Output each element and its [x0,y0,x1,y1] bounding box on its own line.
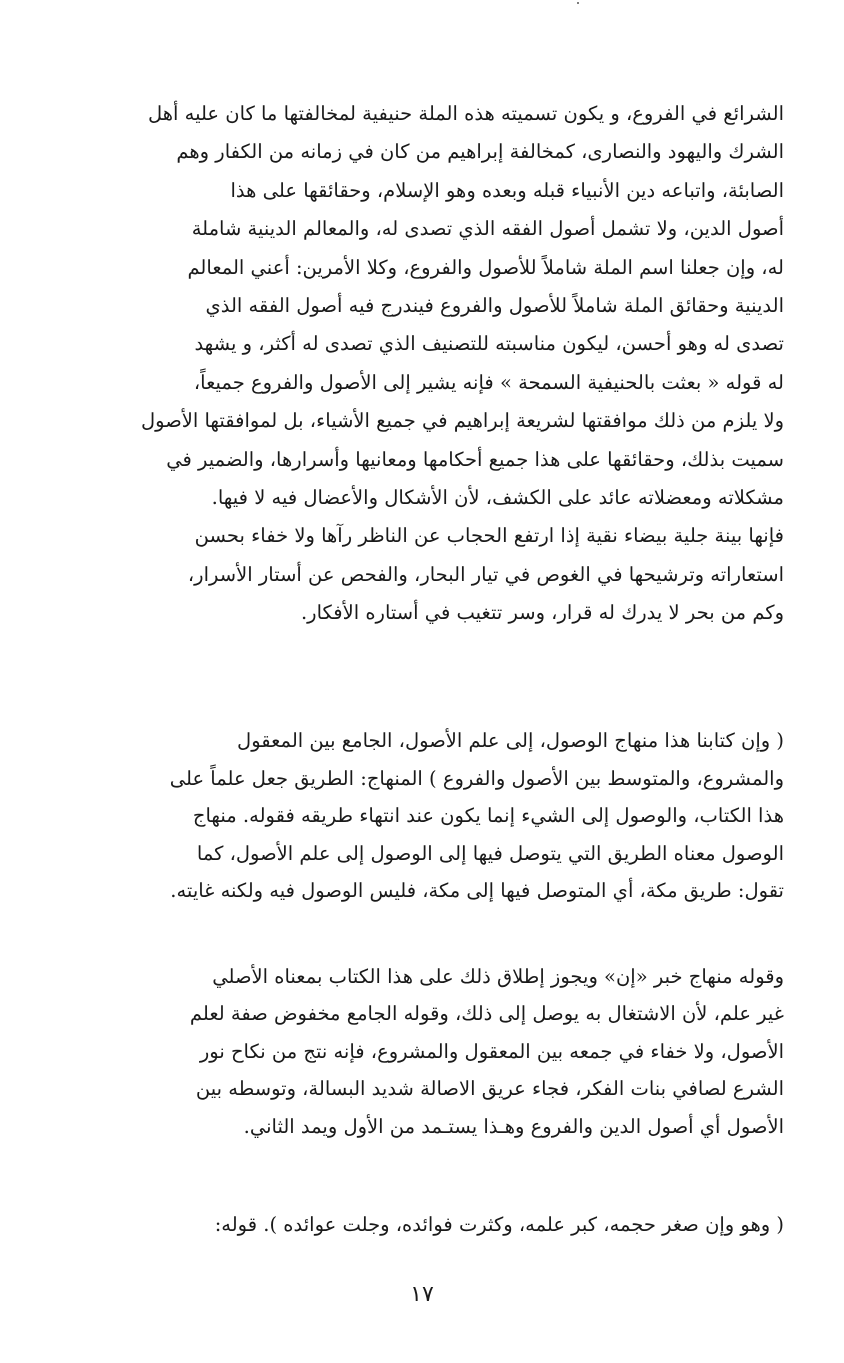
paragraph-1 [62,95,784,632]
text-line: الوصول معناه الطريق التي يتوصل فيها إلى الوصول إلى علم الأصول، كما [196,841,784,865]
text-line: هذا الكتاب، والوصول إلى الشيء إنما يكون عند انتهاء طريقه فقوله. منهاج [192,804,784,828]
text-line: مشكلاته ومعضلاته عائد على الكشف، لأن الأشكال والأعضال فيه لا فيها. [211,485,784,509]
scan-speck [577,2,579,4]
text-line: والمشروع، والمتوسط بين الأصول والفروع ) المنهاج: الطريق جعل علماً على [169,766,784,790]
text-line: غير علم، لأن الاشتغال به يوصل إلى ذلك، وقوله الجامع مخفوض صفة لعلم [189,1002,784,1026]
text-line: له قوله « بعثت بالحنيفية السمحة » فإنه يشير إلى الأصول والفروع جميعاً، [193,370,784,394]
paragraph-2 [62,722,784,910]
text-line: ولا يلزم من ذلك موافقتها لشريعة إبراهيم في جميع الأشياء، بل لموافقتها الأصول [140,409,784,433]
text-line: الشرك واليهود والنصارى، كمخالفة إبراهيم من كان في زمانه من الكفار وهم [176,140,784,164]
page-number: ١٧ [410,1282,434,1307]
text-line: ( وإن كتابنا هذا منهاج الوصول، إلى علم الأصول، الجامع بين المعقول [237,729,784,752]
text-line: له، وإن جعلنا اسم الملة شاملاً للأصول والفروع، وكلا الأمرين: أعني المعالم [187,255,784,279]
text-line: الشرع لصافي بنات الفكر، فجاء عريق الاصالة شديد البسالة، وتوسطه بين [195,1077,784,1101]
text-line: سميت بذلك، وحقائقها على هذا جميع أحكامها ومعانيها وأسرارها، والضمير في [166,447,784,471]
text-line: استعاراته وترشيحها في الغوص في تيار البحار، والفحص عن أستار الأسرار، [187,562,784,586]
text-line: الصابئة، واتباعه دين الأنبياء قبله وبعده وهو الإسلام، وحقائقها على هذا [230,178,784,202]
text-line: أصول الدين، ولا تشمل أصول الفقه الذي تصدى له، والمعالم الدينية شاملة [191,217,784,241]
text-line: فإنها بينة جلية بيضاء نقية إذا ارتفع الحجاب عن الناظر رآها ولا خفاء بحسن [194,524,784,548]
text-line: وكم من بحر لا يدرك له قرار، وسر تتغيب في أستاره الأفكار. [300,601,784,625]
text-line: تصدى له وهو أحسن، ليكون مناسبته للتصنيف الذي تصدى له أكثر، و يشهد [194,332,784,356]
text-line: وقوله منهاج خبر «إن» ويجوز إطلاق ذلك على هذا الكتاب بمعناه الأصلي [212,965,784,988]
text-line: الأصول أي أصول الدين والفروع وهـذا يستـمد من الأول ويمد الثاني. [243,1114,784,1138]
text-line: الشرائع في الفروع، و يكون تسميته هذه الملة حنيفية لمخالفتها ما كان عليه أهل [147,102,784,125]
paragraph-4 [62,1206,784,1244]
text-line: الدينية وحقائق الملة شاملاً للأصول والفروع فيندرج فيه أصول الفقه الذي [205,293,784,317]
text-line: تقول: طريق مكة، أي المتوصل فيها إلى مكة، فليس الوصول فيه ولكنه غايته. [170,879,784,903]
text-line: الأصول، ولا خفاء في جمعه بين المعقول والمشروع، فإنه نتج من نكاح نور [199,1039,784,1063]
paragraph-3 [62,958,784,1145]
text-line: ( وهو وإن صغر حجمه، كبر علمه، وكثرت فوائده، وجلت عوائده ). قوله: [214,1213,784,1236]
